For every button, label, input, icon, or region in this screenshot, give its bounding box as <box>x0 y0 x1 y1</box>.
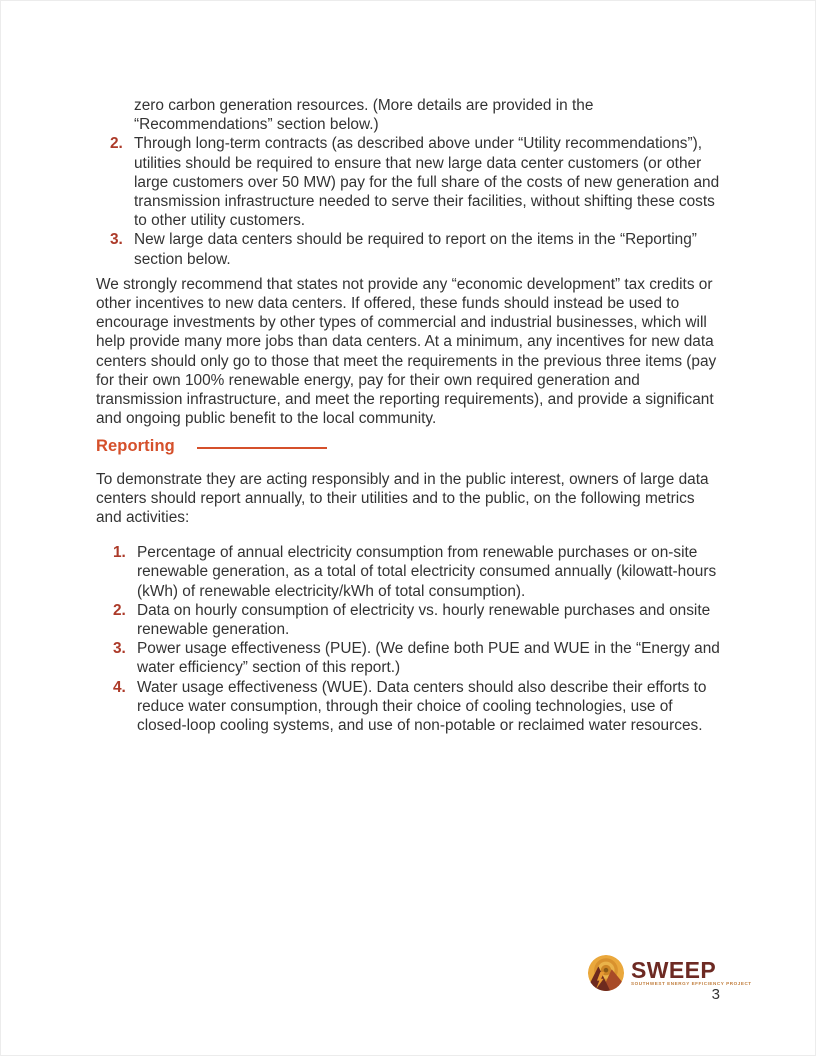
list-item-text: Power usage effectiveness (PUE). (We define both PUE and WUE in the “Energy and water efficiency” section of this report.) <box>137 640 720 677</box>
list-item-continuation <box>96 96 721 134</box>
reporting-item-2 <box>96 601 721 639</box>
list-item-text: Percentage of annual electricity consumption from renewable purchases or on-site renewable generation, as a total of total electricity consumed annually (kilowatt-hours (kWh) of renewable electricity/kWh of total consumption). <box>137 544 717 600</box>
sweep-logo-icon <box>587 954 625 992</box>
sweep-logo-text <box>631 959 752 987</box>
list-number: 3. <box>110 231 123 249</box>
list-item-text: Through long-term contracts (as described above under “Utility recommendations”), utilities should be required to ensure that new large data center customers (or other large customers over 50 MW) pay for the full share of the costs of new generation and transmission infrastructure needed to serve their facilities, without shifting these costs to other utility customers. <box>134 135 720 230</box>
list-number: 2. <box>110 135 123 153</box>
heading-rule <box>197 447 327 449</box>
list-item-text: Water usage effectiveness (WUE). Data centers should also describe their efforts to reduce water consumption, through their choice of cooling technologies, use of closed-loop cooling systems, and use of non-potable or reclaimed water resources. <box>137 678 707 735</box>
sweep-logo <box>587 954 752 992</box>
paragraph-reporting-intro: To demonstrate they are acting responsibly and in the public interest, owners of large data centers should report annually, to their utilities and to the public, on the following metrics and activities: <box>96 470 709 527</box>
list-number: 1. <box>113 544 126 562</box>
section-heading-reporting <box>96 437 721 456</box>
list-item-3 <box>96 230 721 268</box>
list-item-text: zero carbon generation resources. (More details are provided in the “Recommendations” section below.) <box>134 97 594 134</box>
list-number: 3. <box>113 640 126 658</box>
page-number: 3 <box>711 986 720 1003</box>
section-heading-text: Reporting <box>96 437 175 456</box>
list-number: 2. <box>113 601 126 619</box>
list-item-text: New large data centers should be required to report on the items in the “Reporting” section below. <box>134 231 697 268</box>
policy-list <box>96 96 721 269</box>
page-content <box>96 96 721 735</box>
list-item-2 <box>96 134 721 230</box>
list-item-text: Data on hourly consumption of electricity vs. hourly renewable purchases and onsite renewable generation. <box>137 601 711 639</box>
reporting-list <box>96 543 721 735</box>
sweep-logo-tagline: SOUTHWEST ENERGY EFFICIENCY PROJECT <box>631 981 752 986</box>
paragraph-incentives: We strongly recommend that states not provide any “economic development” tax credits or other incentives to new data centers. If offered, these funds should instead be used to encourage investments by other types of commercial and industrial businesses, which will help provide many more jobs than data centers. At a minimum, any incentives for new data centers should only go to those that meet the requirements in the previous three items (pay for their own 100% renewable energy, pay for their own required generation and transmission infrastructure, and meet the reporting requirements), and provide a significant and ongoing public benefit to the local community. <box>96 275 717 428</box>
reporting-item-4 <box>96 678 721 736</box>
reporting-item-3 <box>96 639 721 677</box>
reporting-item-1 <box>96 543 721 601</box>
sweep-logo-name: SWEEP <box>631 957 717 983</box>
list-number: 4. <box>113 678 126 696</box>
